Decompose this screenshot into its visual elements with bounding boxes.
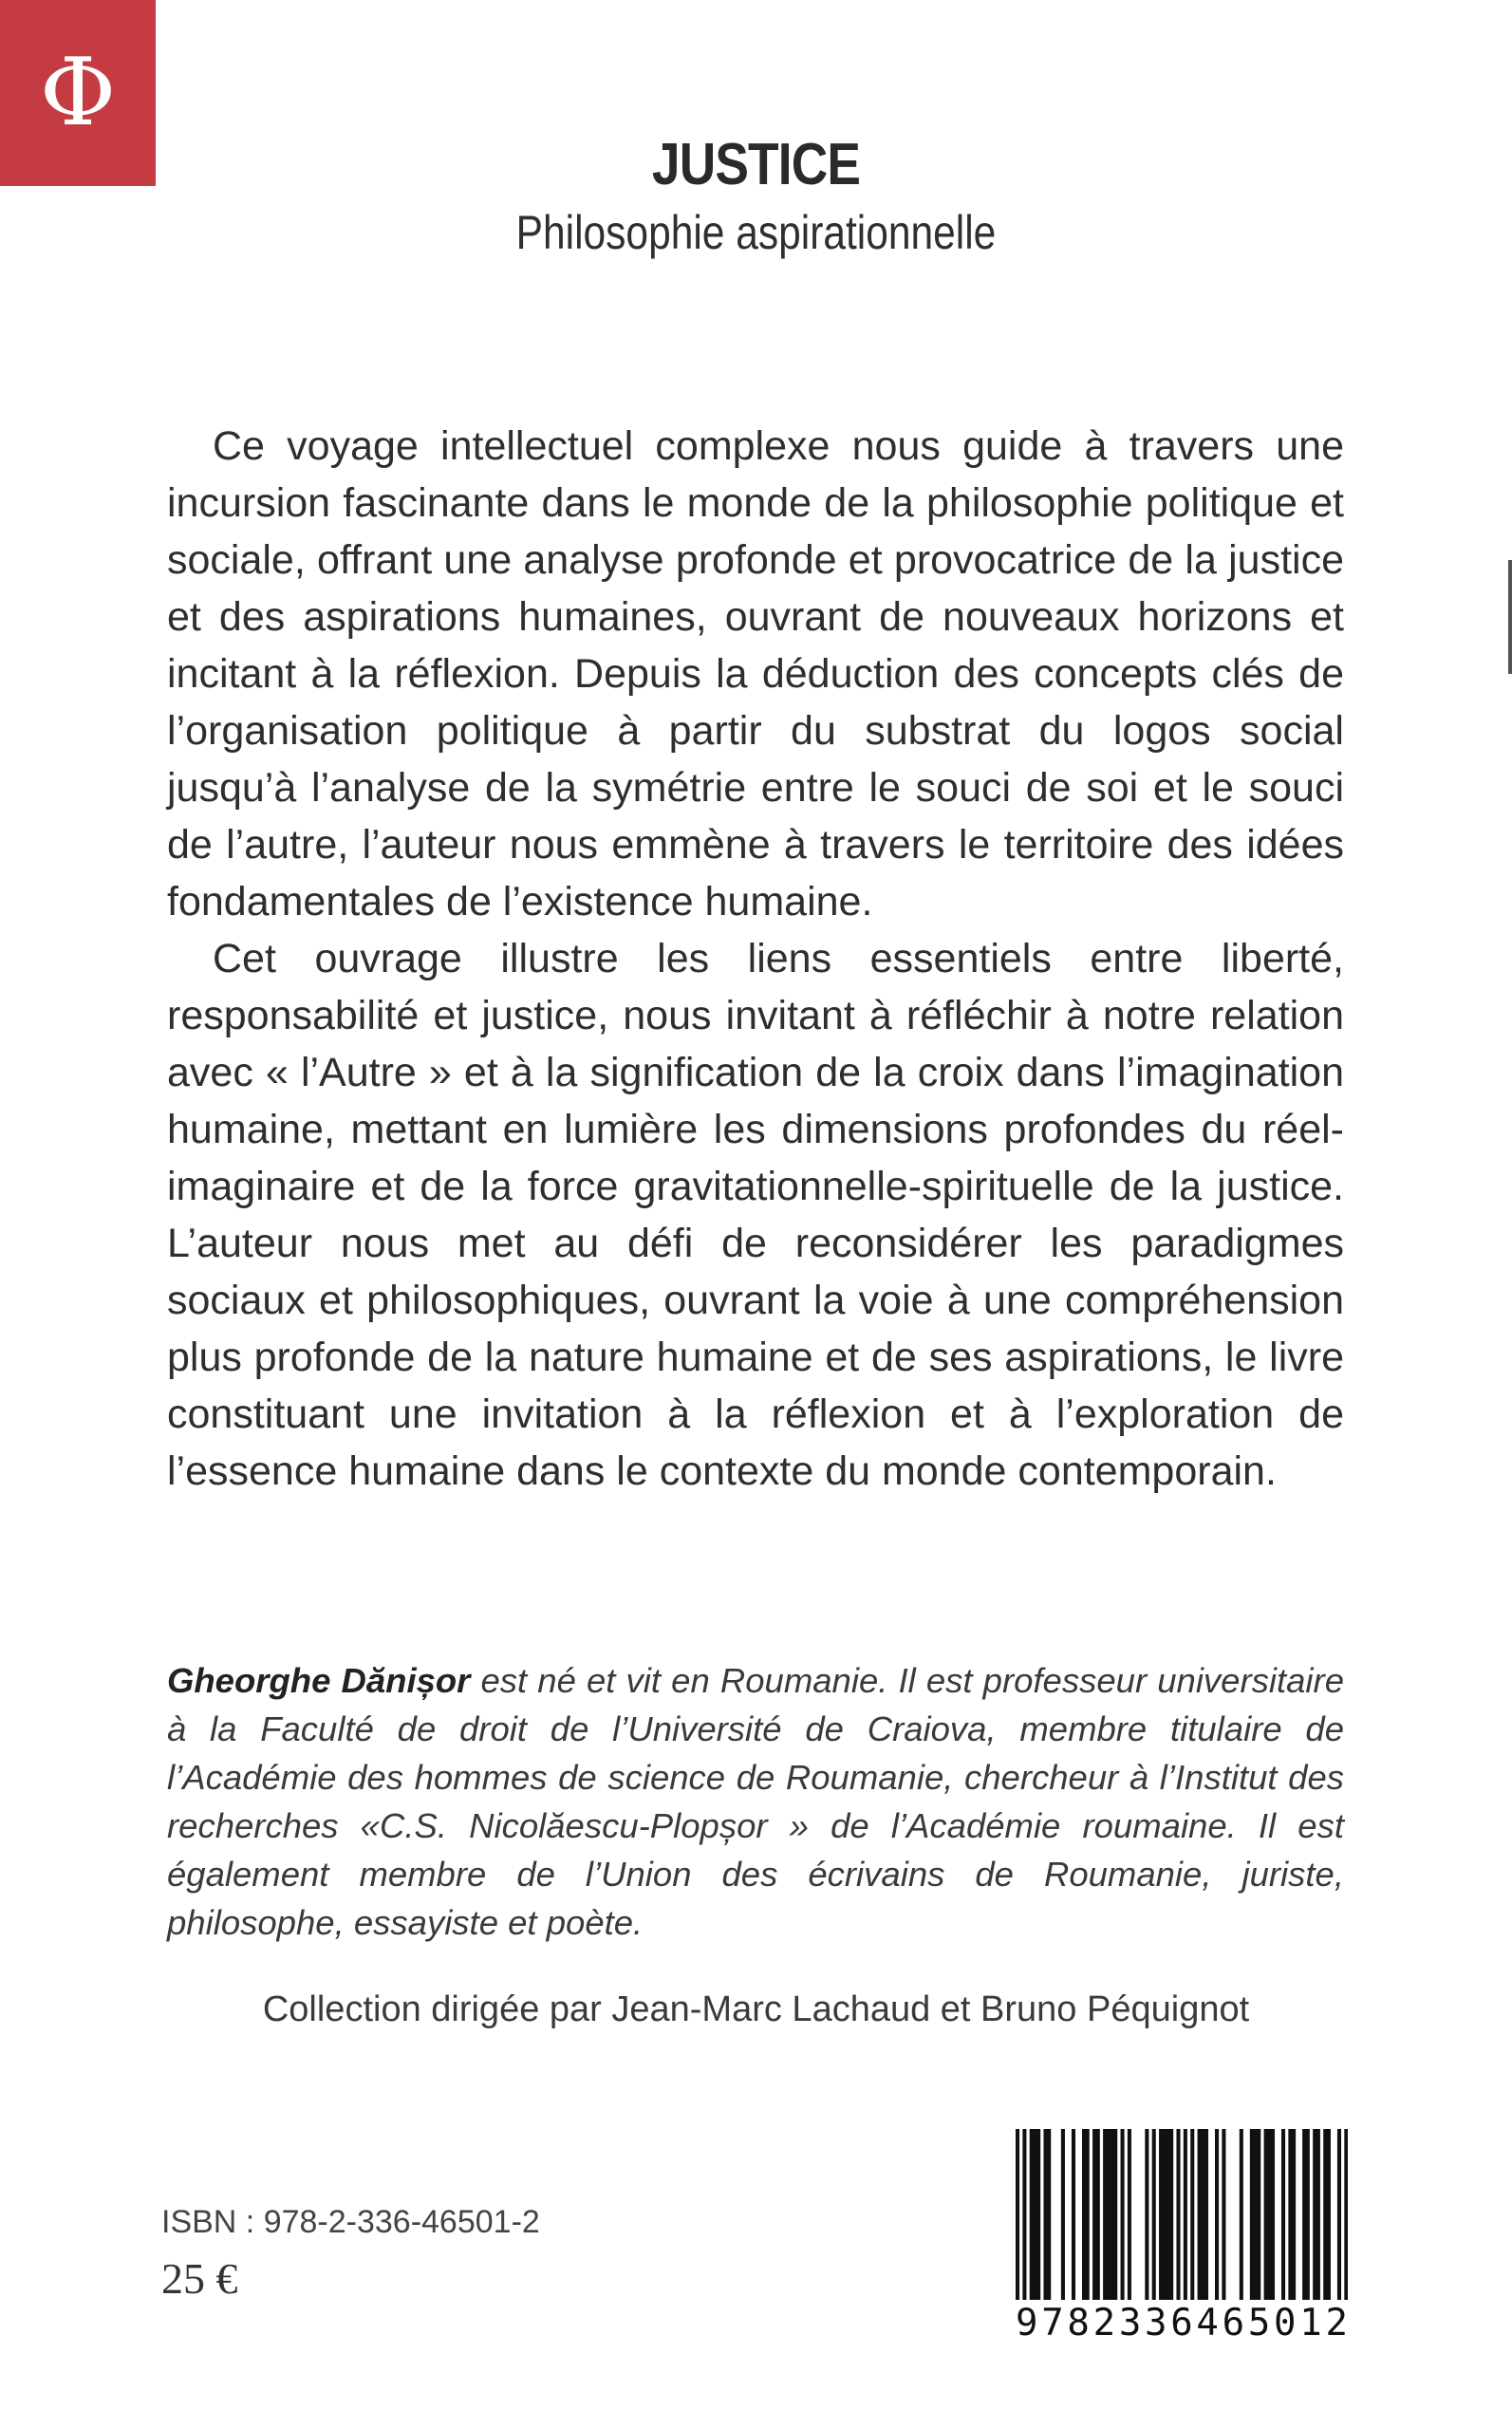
phi-logo-icon: Φ — [39, 39, 117, 147]
barcode-bar — [1072, 2129, 1075, 2300]
barcode-bar — [1257, 2129, 1260, 2300]
book-subtitle: Philosophie aspirationnelle — [515, 206, 997, 260]
barcode-bar — [1103, 2129, 1107, 2300]
isbn-text: ISBN : 978-2-336-46501-2 — [161, 2204, 540, 2240]
barcode-bar — [1316, 2129, 1320, 2300]
barcode-bar — [1327, 2129, 1331, 2300]
barcode-bar — [1264, 2129, 1268, 2300]
barcode-bar — [1030, 2129, 1034, 2300]
barcode-bar — [1302, 2129, 1306, 2300]
author-bio — [167, 1656, 1344, 1947]
barcode-bar — [1152, 2129, 1156, 2300]
barcode-bar — [1344, 2129, 1348, 2300]
barcode-bar — [1215, 2129, 1219, 2300]
barcode-bar — [1198, 2129, 1202, 2300]
barcode-bar — [1292, 2129, 1296, 2300]
barcode — [1016, 2129, 1348, 2344]
barcode-bar — [1086, 2129, 1090, 2300]
barcode-digit: 5 — [1247, 2302, 1271, 2344]
barcode-bar — [1254, 2129, 1258, 2300]
barcode-bar — [1096, 2129, 1100, 2300]
barcode-bar — [1190, 2129, 1194, 2300]
collection-credit: Collection dirigée par Jean-Marc Lachaud et Bruno Péquignot — [262, 1989, 1250, 2029]
barcode-bar — [1169, 2129, 1173, 2300]
barcode-bar — [1036, 2129, 1040, 2300]
barcode-bar — [1271, 2129, 1275, 2300]
back-cover-blurb — [167, 418, 1344, 1500]
barcode-bar — [1107, 2129, 1111, 2300]
barcode-digit: 7 — [1041, 2302, 1064, 2344]
title-block — [0, 133, 1512, 259]
barcode-bars-icon — [1016, 2129, 1348, 2300]
barcode-digit: 3 — [1145, 2302, 1167, 2344]
book-title: JUSTICE — [651, 132, 861, 197]
barcode-bar — [1016, 2129, 1019, 2300]
barcode-bar — [1288, 2129, 1292, 2300]
barcode-digit: 2 — [1092, 2302, 1116, 2344]
author-bio-text: est né et vit en Roumanie. Il est professeur universitaire à la Faculté de droit de l’Université de Craiova, membre titulaire de l’Académie des hommes de science de Roumanie, chercheur à l’Institut des recherches «C.S. Nicolăescu-Plopșor » de l’Académie roumaine. Il est également membre de l’Union des écrivains de Roumanie, juriste, philosophe, essayiste et poète. — [167, 1661, 1344, 1942]
barcode-digit: 4 — [1196, 2302, 1219, 2344]
barcode-bar — [1113, 2129, 1117, 2300]
barcode-bar — [1222, 2129, 1225, 2300]
barcode-digit: 6 — [1222, 2302, 1245, 2344]
barcode-bar — [1306, 2129, 1310, 2300]
blurb-paragraph-1: Ce voyage intellectuel complexe nous guide à travers une incursion fascinante dans le monde de la philosophie politique et sociale, offrant une analyse profonde et provocatrice de la justice et des aspirations humaines, ouvrant de nouveaux horizons et incitant à la réflexion. Depuis la déduction des concepts clés de l’organisation politique à partir du substrat du logos social jusqu’à l’analyse de la symétrie entre le souci de soi et le souci de l’autre, l’auteur nous emmène à travers le territoire des idées fondamentales de l’existence humaine. — [167, 423, 1344, 924]
barcode-bar — [1176, 2129, 1180, 2300]
barcode-digit: 1 — [1299, 2302, 1322, 2344]
author-name: Gheorghe Dănișor — [167, 1661, 471, 1700]
barcode-bar — [1323, 2129, 1327, 2300]
barcode-bar — [1267, 2129, 1271, 2300]
barcode-bar — [1110, 2129, 1113, 2300]
barcode-bar — [1337, 2129, 1341, 2300]
barcode-bar — [1204, 2129, 1208, 2300]
barcode-digit: 2 — [1325, 2302, 1348, 2344]
barcode-digit: 8 — [1067, 2302, 1090, 2344]
barcode-bar — [1047, 2129, 1051, 2300]
barcode-bar — [1061, 2129, 1065, 2300]
barcode-bar — [1166, 2129, 1169, 2300]
barcode-bar — [1240, 2129, 1243, 2300]
barcode-bar — [1128, 2129, 1131, 2300]
barcode-bar — [1092, 2129, 1096, 2300]
barcode-bar — [1033, 2129, 1036, 2300]
barcode-bar — [1121, 2129, 1125, 2300]
barcode-bar — [1201, 2129, 1204, 2300]
barcode-digit: 6 — [1170, 2302, 1193, 2344]
barcode-bar — [1043, 2129, 1047, 2300]
barcode-bar — [1022, 2129, 1026, 2300]
barcode-bar — [1250, 2129, 1254, 2300]
barcode-digit: 9 — [1016, 2302, 1038, 2344]
barcode-digit: 0 — [1274, 2302, 1297, 2344]
edge-mark — [1508, 560, 1512, 674]
barcode-digit: 3 — [1118, 2302, 1142, 2344]
barcode-bar — [1281, 2129, 1285, 2300]
barcode-bar — [1163, 2129, 1167, 2300]
price-text: 25 € — [161, 2254, 238, 2303]
barcode-bar — [1082, 2129, 1086, 2300]
barcode-bar — [1159, 2129, 1163, 2300]
barcode-bar — [1313, 2129, 1316, 2300]
barcode-digits — [1016, 2302, 1348, 2344]
barcode-bar — [1184, 2129, 1187, 2300]
blurb-paragraph-2: Cet ouvrage illustre les liens essentiels entre liberté, responsabilité et justice, nous invitant à réfléchir à notre relation avec « l’Autre » et à la signification de la croix dans l’imagination humaine, mettant en lumière les dimensions profondes du réel-imaginaire et de la force gravitationnelle-spirituelle de la justice. L’auteur nous met au défi de reconsidérer les paradigmes sociaux et philosophiques, ouvrant la voie à une compréhension plus profonde de la nature humaine et de ses aspirations, le livre constituant une invitation à la réflexion et à l’exploration de l’essence humaine dans le contexte du monde contemporain. — [167, 936, 1344, 1494]
barcode-bar — [1145, 2129, 1148, 2300]
